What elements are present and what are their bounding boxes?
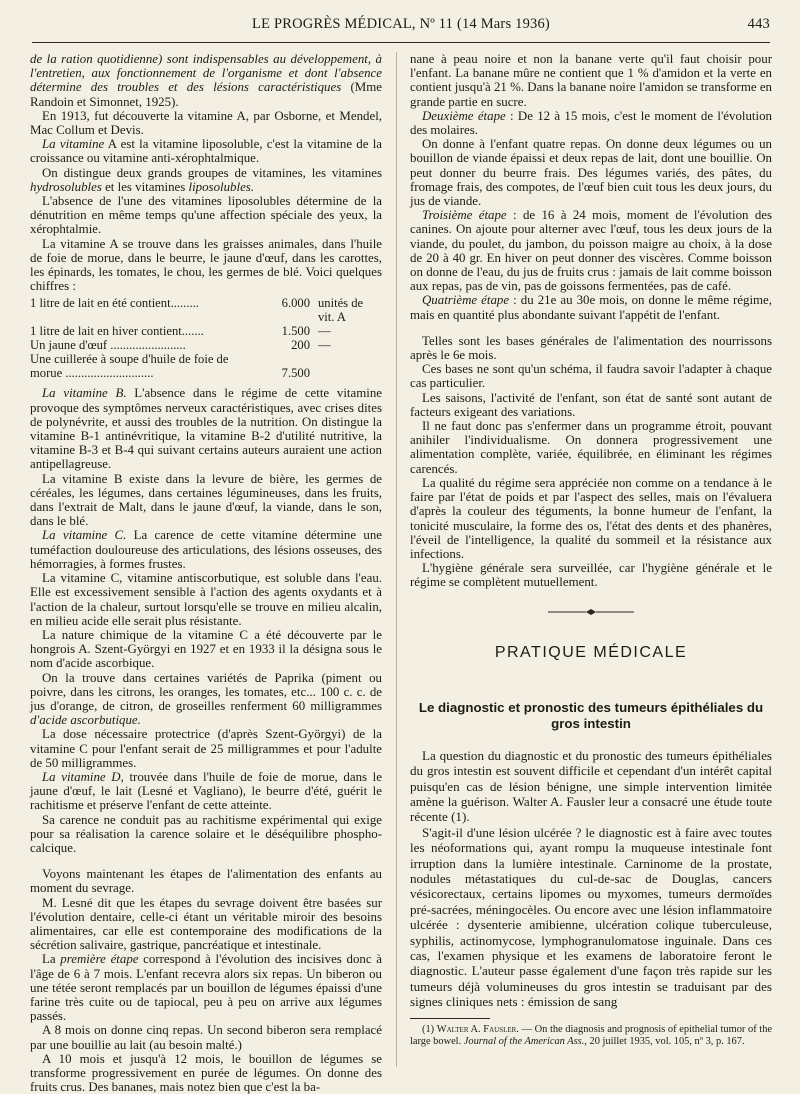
paragraph: La vitamine A se trouve dans les graisses animales, dans l'huile de foie de morue, dans le beurre, le jaune d'œuf, dans les carottes, les épinards, les tomates, le chou, les germes de blé. Voici quelques chiffres :: [30, 236, 382, 294]
paragraph: La première étape correspond à l'évolution des incisives donc à l'âge de 6 à 7 mois. L'enfant recevra alors six repas. Un biberon ou une tétée seront remplacés par un bouillon de légumes épaissi d'une farine très cuite ou de tapiocal, peu à peu on arrive aux légumes passés.: [30, 952, 382, 1024]
table-cell-unit: —: [318, 324, 331, 339]
paragraph: La vitamine B existe dans la levure de bière, les germes de céréales, les légumes, dans certaines légumineuses, dans les fruits, dans l'extrait de Malt, dans le jaune d'œuf, la viande, dans le son, dans le blé.: [30, 471, 382, 529]
article-title: Le diagnostic et pronostic des tumeurs épithéliales du gros intestin: [418, 699, 764, 731]
paragraph: Quatrième étape : du 21e au 30e mois, on donne le même régime, mais en quantité plus abondante suivant l'appétit de l'enfant.: [410, 293, 772, 322]
table-row: [30, 352, 382, 380]
paragraph: de la ration quotidienne) sont indispensables au développement, à l'entretien, aux fonctionnement de l'organisme et dont l'absence détermine des troubles et des lésions caractéristiques (Mme Randoin et Simonnet, 1925).: [30, 52, 382, 109]
column-divider: [396, 52, 397, 1067]
table-cell-unit: —: [318, 338, 331, 353]
paragraph: La vitamine B. L'absence dans le régime de cette vitamine provoque des symptômes nerveux caractéristiques, avec crises dites de polynévrite, et aussi des troubles de la nutrition. On distingue la vitamine B-1 antinévritique, la vitamine B-2 d'utilité nutritive, la vitamine B-3 et B-4 qui suivant certains auteurs auraient une action antipellagreuse.: [30, 386, 382, 472]
paragraph: En 1913, fut découverte la vitamine A, par Osborne, et Mendel, Mac Collum et Devis.: [30, 108, 382, 138]
table-cell-value: 200: [291, 338, 310, 353]
paragraph: La vitamine C, vitamine antiscorbutique, est soluble dans l'eau. Elle est excessivement sensible à l'action des agents oxydants et à l'action de la chaleur, surtout lorsqu'elle se trouve en milieu alcalin, en milieu acide elle serait plus résistante.: [30, 571, 382, 628]
paragraph: La dose nécessaire protectrice (d'après Szent-Györgyi) de la vitamine C pour l'enfant serait de 25 milligrammes et pour l'adulte de 50 milligrammes.: [30, 727, 382, 770]
table-row: [30, 296, 382, 324]
table-cell-label: 1 litre de lait en été contient.........: [30, 296, 199, 311]
footnote-rule: [410, 1018, 490, 1019]
paragraph: Troisième étape : de 16 à 24 mois, moment de l'évolution des canines. On ajoute pour alterner avec l'œuf, tous les deux jours de la viande, du poulet, du jambon, du poisson maigre au choix, à la dose de 20 à 40 gr. En hiver on peut donner des viscères. Comme boisson on donne de l'eau, du jus de fruits crus : jamais de lait comme boisson aux repas, pas de vin, pas de goissons fermentées, pas de café.: [410, 208, 772, 294]
paragraph: Il ne faut donc pas s'enfermer dans un programme étroit, pouvant anihiler l'individualisme. On donnera progressivement une alimentation complète, variée, équilibrée, en éliminant les régimes carencés.: [410, 419, 772, 476]
paragraph: Sa carence ne conduit pas au rachitisme expérimental qui exige pour sa réalisation la carence solaire et le déséquilibre phospho-calcique.: [30, 812, 382, 855]
paragraph: Voyons maintenant les étapes de l'alimentation des enfants au moment du sevrage.: [30, 867, 382, 896]
right-column: [410, 52, 772, 1048]
table-row: [30, 324, 382, 338]
paragraph: L'hygiène générale sera surveillée, car l'hygiène générale et le régime se complètent mutuellement.: [410, 561, 772, 590]
article-body: [410, 748, 772, 1010]
vitamin-a-table: [30, 296, 382, 380]
left-column: [30, 52, 382, 1094]
ornamental-divider-icon: [546, 608, 636, 616]
footnote: (1) Walter A. Fausler. — On the diagnosis and prognosis of epithelial tumor of the large bowel. Journal of the American Ass., 20 juillet 1935, vol. 105, nº 3, p. 167.: [410, 1023, 772, 1047]
paragraph: La vitamine C. La carence de cette vitamine détermine une tuméfaction douloureuse des articulations, des lésions osseuses, des hémorragies, à formes frustes.: [30, 528, 382, 571]
paragraph: Les saisons, l'activité de l'enfant, son état de santé sont autant de facteurs exigeant des variations.: [410, 390, 772, 419]
paragraph: La nature chimique de la vitamine C a été découverte par le hongrois A. Szent-Györgyi en 1927 et en 1933 il la désigna sous le nom d'acide ascorbique.: [30, 627, 382, 671]
paragraph: On distingue deux grands groupes de vitamines, les vitamines hydrosolubles et les vitamines liposolubles.: [30, 165, 382, 194]
page-number: 443: [747, 16, 770, 32]
table-cell-label: Un jaune d'œuf ........................: [30, 338, 186, 353]
paragraph: La qualité du régime sera appréciée non comme on a tendance à le faire par l'état de poids et par l'aspect des selles, mais on l'évaluera d'après la couleur des téguments, la bonne humeur de l'enfant, la tonicité musculaire, la forme des os, l'état des dents et des phanères, l'éveil de l'intelligence, la qualité du sommeil et la résistance aux infections.: [410, 475, 772, 561]
table-cell-value: 1.500: [281, 324, 310, 339]
paragraph: A 10 mois et jusqu'à 12 mois, le bouillon de légumes se transforme progressivement en purée de légumes. On donne des fruits crus. Des bananes, mais notez bien que c'est la ba-: [30, 1051, 382, 1094]
paragraph: La vitamine D, trouvée dans l'huile de foie de morue, dans le jaune d'œuf, le lait (Lesné et Vagliano), le beurre d'été, guérit le rachitisme et préserve l'enfant de cette atteinte.: [30, 769, 382, 813]
paragraph: Deuxième étape : De 12 à 15 mois, c'est le moment de l'évolution des molaires.: [410, 108, 772, 138]
table-cell-label: 1 litre de lait en hiver contient.......: [30, 324, 204, 339]
header-rule: [32, 42, 770, 43]
paragraph: La vitamine A est la vitamine liposoluble, c'est la vitamine de la croissance ou vitamine anti-xérophtalmique.: [30, 137, 382, 166]
journal-title: LE PROGRÈS MÉDICAL, Nº 11 (14 Mars 1936): [252, 16, 550, 32]
table-cell-label: Une cuillerée à soupe d'huile de foie de morue ............................: [30, 352, 229, 381]
section-title: PRATIQUE MÉDICALE: [494, 643, 688, 661]
paragraph: S'agit-il d'une lésion ulcérée ? le diagnostic est à faire avec toutes les néoformations qui, ayant rompu la muqueuse intestinale font irruption dans la lumière intestinale. Carninome de la prostate, nodules métastatiques du cul-de-sac de Douglas, cancers vésicorectaux, certains lipomes ou myxomes, tumeurs dermoïdes pré-sacrées, méningocèles. Ou encore avec une lésion inflammatoire ulcérée : dysenterie amibienne, ulcération colique tuberculeuse, syphilis, actinomycose, lymphogranulomatose inguinale. Dans ces cas, l'examen physique et les examens de laboratoire feront le diagnostic. L'auteur passe également d'une façon très rapide sur les tumeurs déjà volumineuses du gros intestin se traduisant par des signes cliniques nets : émission de sang: [410, 824, 772, 1010]
table-cell-value: 6.000: [281, 296, 310, 311]
table-cell-value: 7.500: [281, 366, 310, 381]
paragraph: On donne à l'enfant quatre repas. On donne deux légumes ou un bouillon de viande épaissi et deux repas de lait, dont une bouillie. On peut donner du beurre frais. Des légumes variés, des pâtes, du fromage frais, des compotes, de l'œuf bien cuit tous les deux jours, du jus de viande.: [410, 137, 772, 209]
paragraph: L'absence de l'une des vitamines liposolubles détermine de la dénutrition en même temps qu'une affection spéciale des yeux, la xérophtalmie.: [30, 194, 382, 237]
table-cell-unit: unités de vit. A: [318, 296, 364, 325]
running-header: [32, 16, 770, 38]
paragraph: On la trouve dans certaines variétés de Paprika (piment ou poivre, dans les citrons, les oranges, les tomates, etc... 100 c. c. de jus d'orange, de citron, de groseilles renferment 60 milligrammes d'acide ascorbutique.: [30, 670, 382, 728]
paragraph: Telles sont les bases générales de l'alimentation des nourrissons après le 6e mois.: [410, 333, 772, 363]
paragraph: nane à peau noire et non la banane verte qu'il faut choisir pour l'enfant. La banane mûre ne contient que 1 % d'amidon et la verte en contient jusqu'à 21 %. Dans la banane noire l'amidon se transforme en grande partie en sucre.: [410, 52, 772, 109]
table-row: [30, 338, 382, 352]
paragraph: A 8 mois on donne cinq repas. Un second biberon sera remplacé par une bouillie au lait (au besoin malté.): [30, 1023, 382, 1052]
table-cell-unit: [318, 352, 382, 380]
paragraph: Ces bases ne sont qu'un schéma, il faudra savoir l'adapter à chaque cas particulier.: [410, 362, 772, 391]
paragraph: M. Lesné dit que les étapes du sevrage doivent être basées sur l'évolution dentaire, celle-ci étant un véritable miroir des besoins alimentaires, car elle est contemporaine des modifications de la sécrétion salivaire, gastrique, pancréatique et intestinale.: [30, 895, 382, 953]
paragraph: La question du diagnostic et du pronostic des tumeurs épithéliales du gros intestin est souvent difficile et cependant d'un intérêt capital puisqu'en cas de lésion bénigne, une simple intervention limitée amène la guérison. Walter A. Fausler leur a consacré une étude toute récente (1).: [410, 747, 772, 825]
